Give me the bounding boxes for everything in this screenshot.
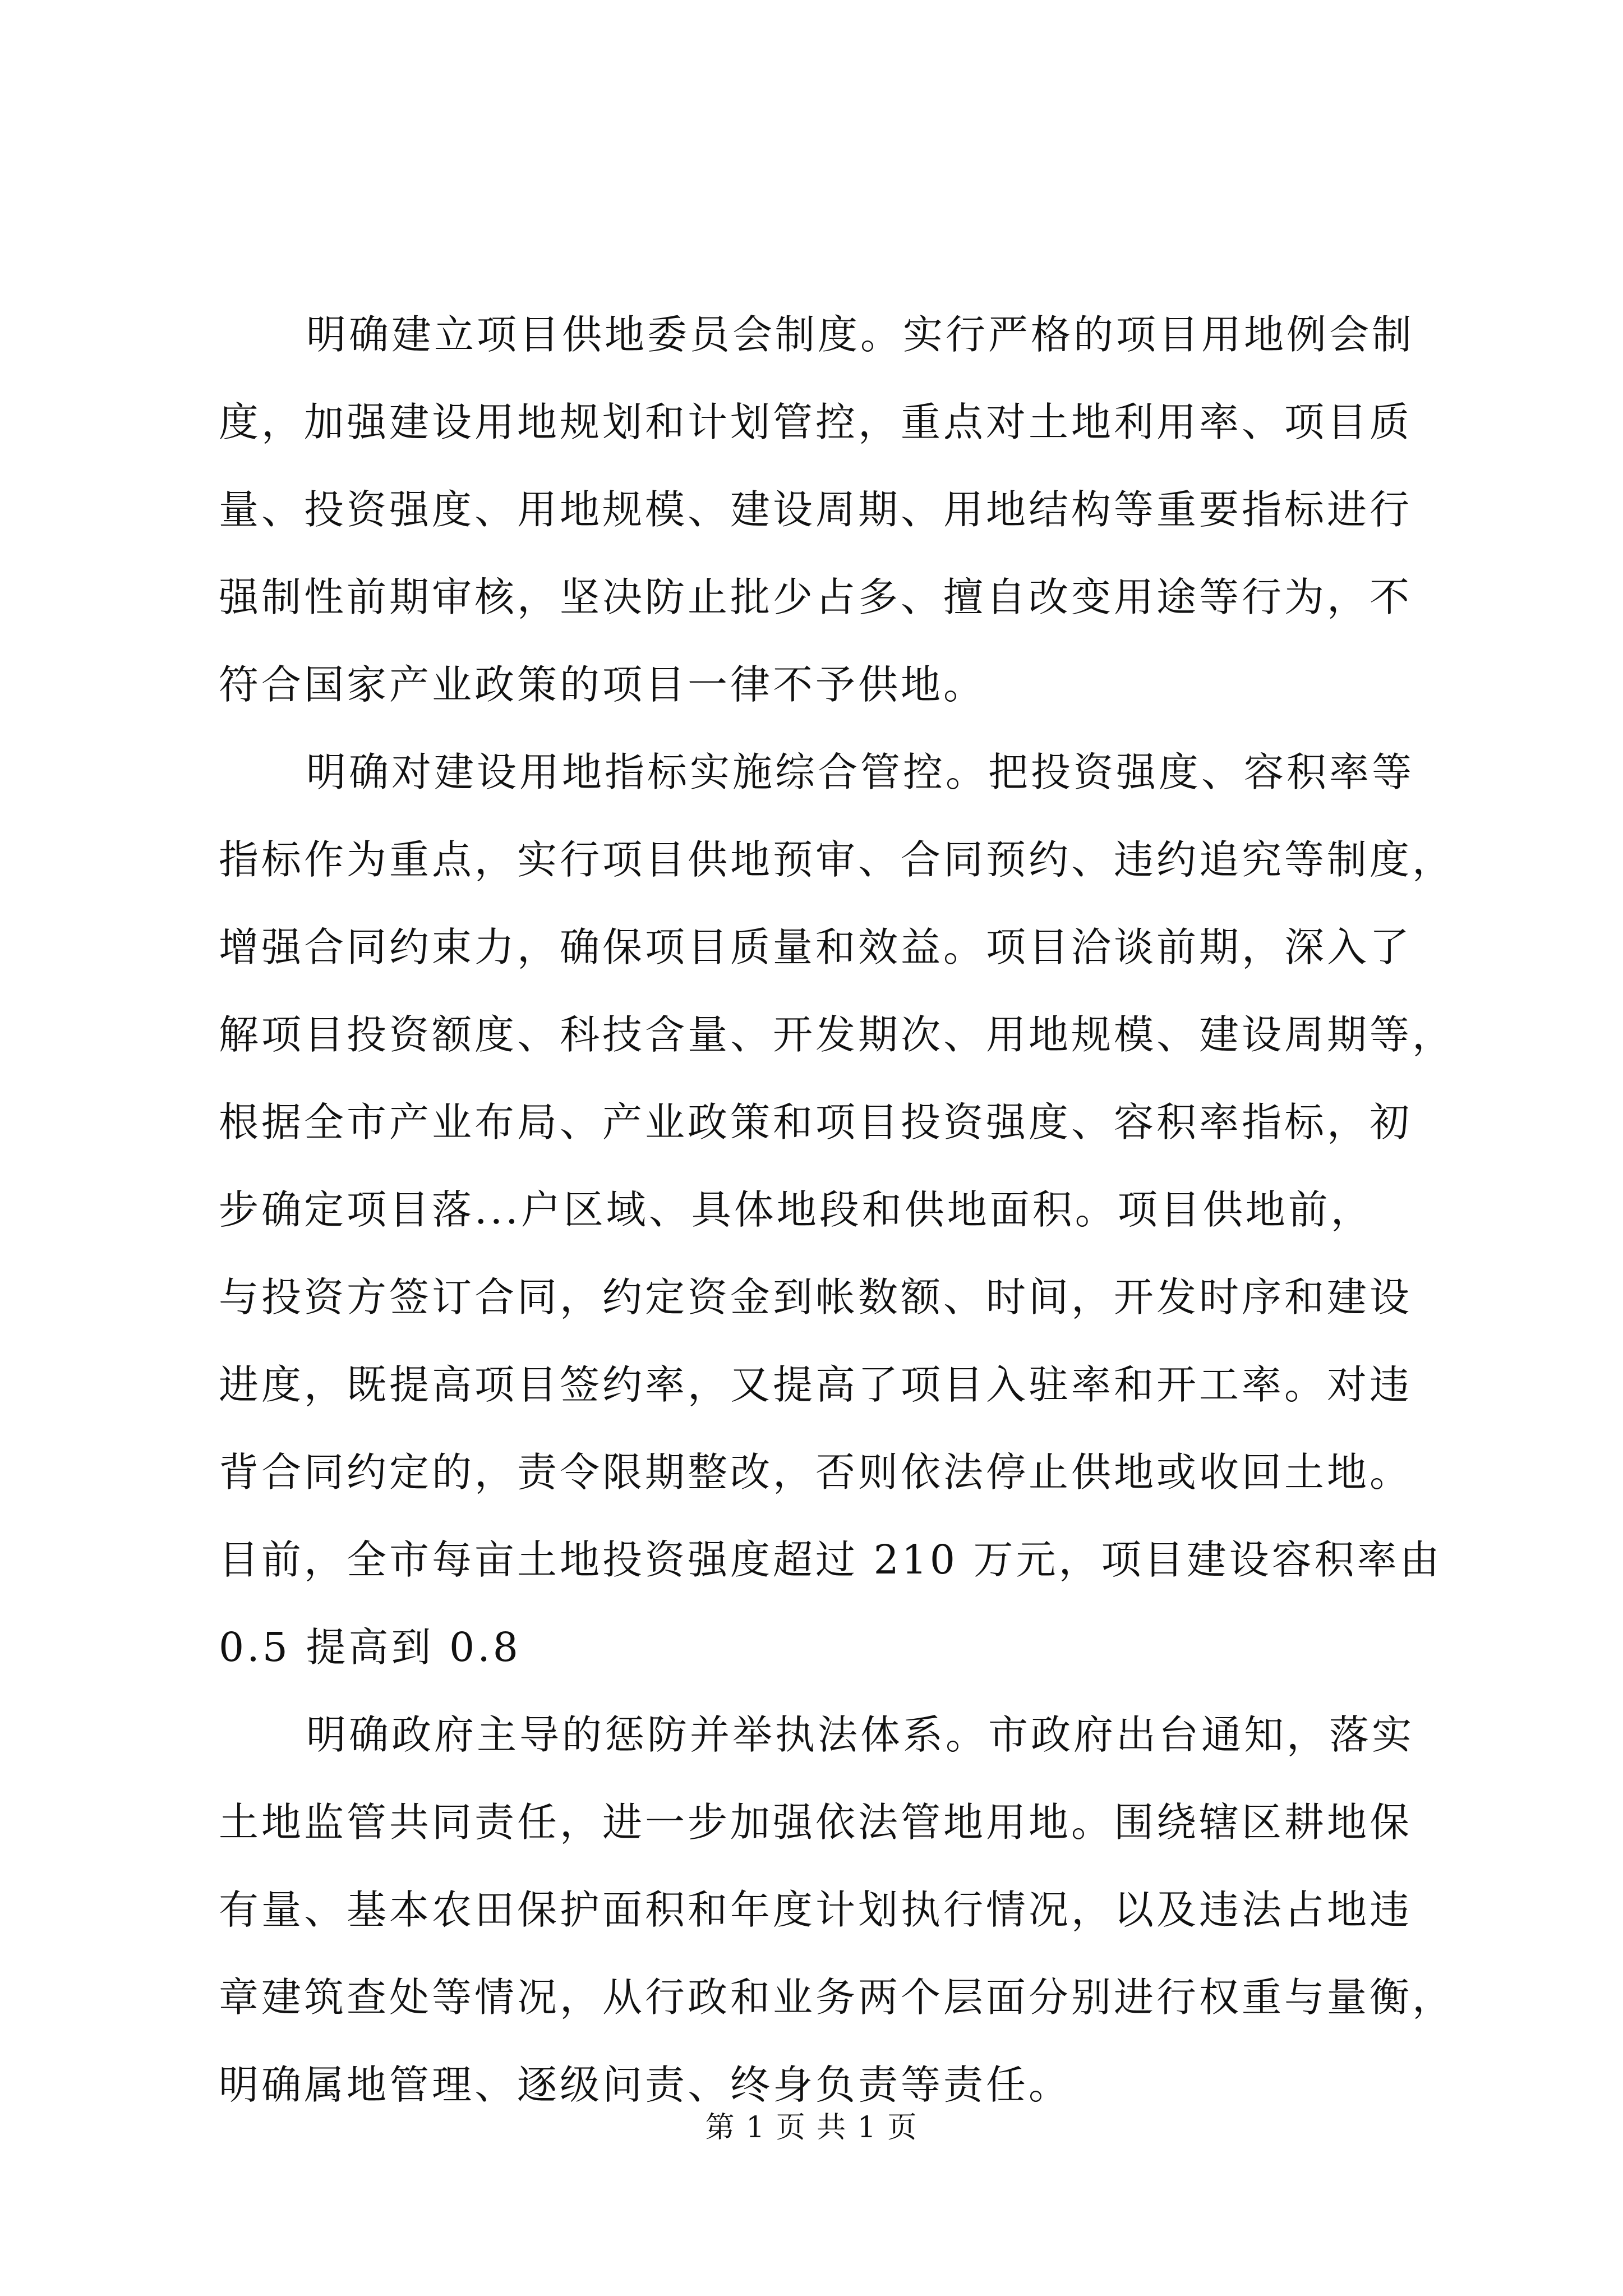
paragraph-3-line-1: 明确政府主导的惩防并举执法体系。市政府出台通知，落实	[306, 1711, 1415, 1758]
paragraph-3-line-5: 明确属地管理、逐级问责、终身负责等责任。	[219, 2062, 1072, 2108]
paragraph-2-line-5: 根据全市产业布局、产业政策和项目投资强度、容积率指标，初	[219, 1099, 1413, 1145]
paragraph-2-line-2: 指标作为重点，实行项目供地预审、合同预约、违约追究等制度，	[219, 836, 1455, 883]
paragraph-2-line-11: 0.5 提高到 0.8	[219, 1624, 521, 1671]
paragraph-2-line-1: 明确对建设用地指标实施综合管控。把投资强度、容积率等	[306, 749, 1415, 795]
paragraph-3-line-3: 有量、基本农田保护面积和年度计划执行情况，以及违法占地违	[219, 1887, 1413, 1933]
paragraph-1-line-3: 量、投资强度、用地规模、建设周期、用地结构等重要指标进行	[219, 486, 1413, 533]
paragraph-2-line-7: 与投资方签订合同，约定资金到帐数额、时间，开发时序和建设	[219, 1274, 1413, 1320]
paragraph-1-line-4: 强制性前期审核，坚决防止批少占多、擅自改变用途等行为，不	[219, 574, 1413, 620]
page-footer: 第 1 页 共 1 页	[705, 2111, 918, 2145]
paragraph-2-line-10: 目前，全市每亩土地投资强度超过 210 万元，项目建设容积率由	[219, 1536, 1442, 1583]
paragraph-1-line-1: 明确建立项目供地委员会制度。实行严格的项目用地例会制	[306, 311, 1415, 358]
paragraph-1-line-2: 度，加强建设用地规划和计划管控，重点对土地利用率、项目质	[219, 399, 1413, 445]
paragraph-2-line-6: 步确定项目落...户区域、具体地段和供地面积。项目供地前，	[219, 1186, 1373, 1233]
paragraph-3-line-2: 土地监管共同责任，进一步加强依法管地用地。围绕辖区耕地保	[219, 1799, 1413, 1846]
paragraph-2-line-9: 背合同约定的，责令限期整改，否则依法停止供地或收回土地。	[219, 1449, 1413, 1496]
paragraph-2-line-4: 解项目投资额度、科技含量、开发期次、用地规模、建设周期等，	[219, 1011, 1455, 1058]
paragraph-2-line-8: 进度，既提高项目签约率，又提高了项目入驻率和开工率。对违	[219, 1361, 1413, 1408]
paragraph-3-line-4: 章建筑查处等情况，从行政和业务两个层面分别进行权重与量衡，	[219, 1974, 1455, 2021]
paragraph-1-line-5: 符合国家产业政策的项目一律不予供地。	[219, 661, 986, 708]
paragraph-2-line-3: 增强合同约束力，确保项目质量和效益。项目洽谈前期，深入了	[219, 924, 1413, 970]
